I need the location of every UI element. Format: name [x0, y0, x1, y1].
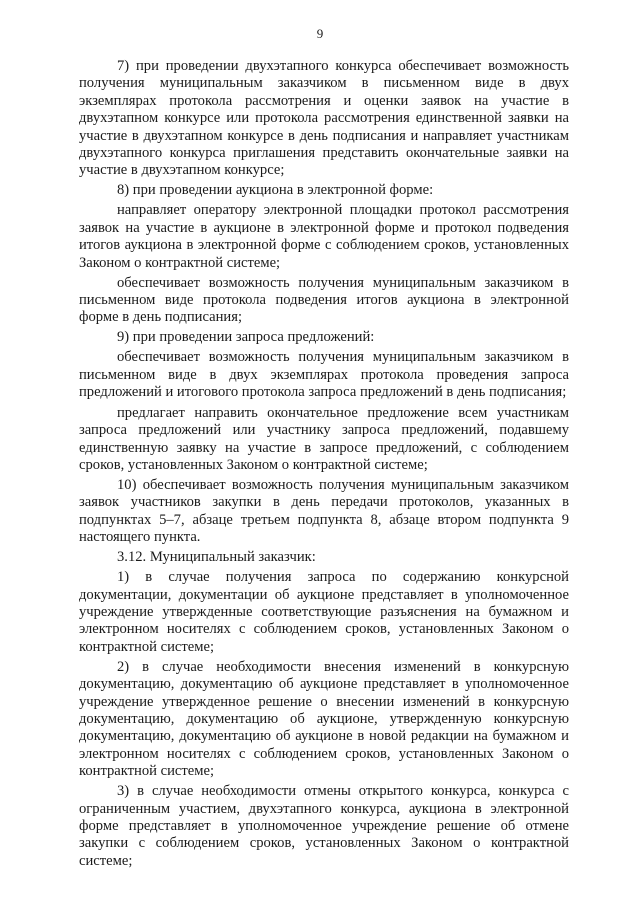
paragraph-3-12-1-clarifications: 1) в случае получения запроса по содержанию конкурсной документации, документации об аукционе представляет в уполномоченное учреждение утвержденные соответствующие разъяснения на бумажном и электронном носителях с соблюдением сроков, установленных Законом о контрактной системе;: [79, 569, 569, 655]
page-number: 9: [316, 26, 324, 41]
paragraph-10-applications: 10) обеспечивает возможность получения муниципальным заказчиком заявок участников закупки в день передачи протоколов, указанных в подпунктах 5–7, абзаце третьем подпункта 8, абзаце втором подпункта 9 настоящего пункта.: [79, 476, 569, 546]
paragraph-3-12-3-cancellation: 3) в случае необходимости отмены открытого конкурса, конкурса с ограниченным участием, двухэтапного конкурса, аукциона в электронной форме представляет в уполномоченное учреждение решение об отмене закупки с соблюдением сроков, установленных Законом о контрактной системе;: [79, 783, 569, 869]
paragraph-9-final-offer: предлагает направить окончательное предложение всем участникам запроса предложений или участнику запроса предложений, подавшему единственную заявку на участие в запросе предложений, с соблюдением сроков, установленных Законом о контрактной системе;: [79, 404, 569, 473]
paragraph-9-request-for-proposals: 9) при проведении запроса предложений:: [117, 329, 375, 346]
section-3-12-heading: 3.12. Муниципальный заказчик:: [117, 549, 316, 566]
paragraph-8-ensures-receipt: обеспечивает возможность получения муниципальным заказчиком в письменном виде протокола подведения итогов аукциона в электронной форме в день подписания;: [79, 274, 569, 326]
document-body: [79, 58, 569, 873]
paragraph-8-electronic-auction: 8) при проведении аукциона в электронной форме:: [117, 182, 434, 199]
paragraph-7-two-stage-contest: 7) при проведении двухэтапного конкурса обеспечивает возможность получения муниципальным заказчиком в письменном виде в двух экземплярах протокола рассмотрения и оценки заявок на участие в двухэтапном конкурсе или протокола рассмотрения единственной заявки на участие в двухэтапном конкурсе в день подписания и направляет участникам двухэтапного конкурса приглашения представить окончательные заявки на участие в двухэтапном конкурсе;: [79, 58, 569, 179]
paragraph-8-sends-protocols: направляет оператору электронной площадки протокол рассмотрения заявок на участие в аукционе в электронной форме и протокол подведения итогов аукциона в электронной форме с соблюдением сроков, установленных Законом о контрактной системе;: [79, 202, 569, 271]
paragraph-9-ensures-receipt: обеспечивает возможность получения муниципальным заказчиком в письменном виде в двух экземплярах протокола проведения запроса предложений и итогового протокола запроса предложений в день подписания;: [79, 349, 569, 401]
paragraph-3-12-2-changes: 2) в случае необходимости внесения изменений в конкурсную документацию, документацию об аукционе представляет в уполномоченное учреждение утвержденное решение о внесении изменений в конкурсную документацию, документацию об аукционе, утвержденную конкурсную документацию, документацию об аукционе в новой редакции на бумажном и электронном носителях с соблюдением сроков, установленных Законом о контрактной системе;: [79, 658, 569, 780]
